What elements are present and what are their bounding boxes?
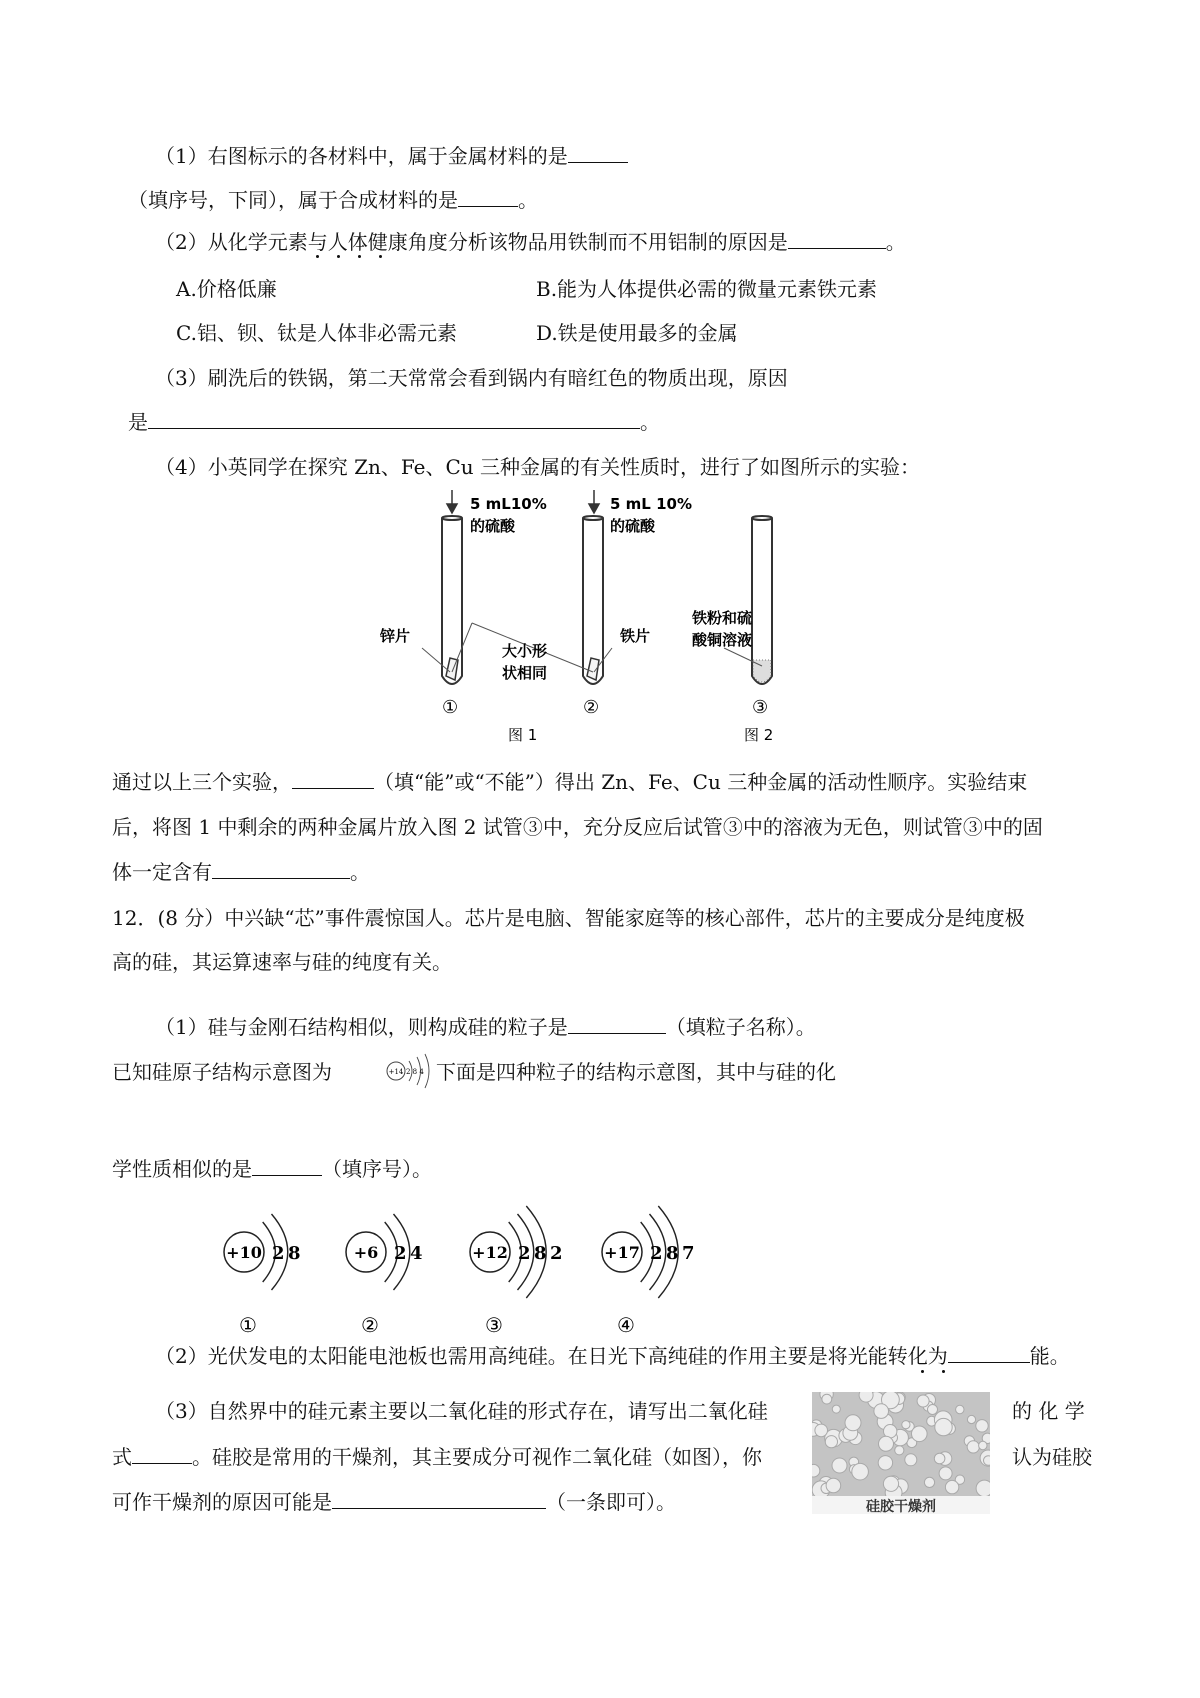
- q12-chem-line: [112, 1155, 432, 1183]
- silica-bead: [905, 1454, 917, 1466]
- nucleus-charge: +10: [226, 1243, 262, 1262]
- silica-bead: [967, 1441, 979, 1453]
- emphasis-dot: [358, 255, 361, 258]
- same-size-label-b: 状相同: [502, 664, 548, 682]
- answer-blank-formula[interactable]: [132, 1443, 192, 1464]
- conclusion-line3: [112, 858, 370, 886]
- silica-bead: [924, 1477, 934, 1487]
- test-tube-3: [752, 518, 772, 684]
- q12-sub3-end: （一条即可）。: [546, 1490, 676, 1514]
- nucleus-charge: +12: [472, 1243, 508, 1262]
- silica-bead: [883, 1476, 898, 1491]
- q3-line2: [128, 408, 660, 436]
- q12-sub3-text-4: 可作干燥剂的原因可能是: [112, 1490, 332, 1514]
- acid-label-2b: 的硫酸: [610, 517, 656, 535]
- q12-sub3-text-2: 式: [112, 1445, 132, 1469]
- silica-bead: [956, 1405, 964, 1413]
- option-a: A.价格低廉: [176, 277, 277, 301]
- electron-count: 4: [410, 1243, 423, 1264]
- silica-bead: [895, 1446, 904, 1455]
- q1-text: （1）右图标示的各材料中，属于金属材料的是: [155, 144, 568, 168]
- q12-sub2-text: （2）光伏发电的太阳能电池板也需用高纯硅。在日光下高纯硅的作用主要是将光能转化为: [155, 1344, 948, 1368]
- silica-bead: [815, 1424, 828, 1437]
- option-b: B.能为人体提供必需的微量元素铁元素: [536, 277, 878, 301]
- electron-count: 2: [550, 1243, 563, 1264]
- q12-sub3-line2: [112, 1443, 762, 1471]
- emphasis-dot: [379, 255, 382, 258]
- figure-2-label: 图 2: [744, 726, 774, 744]
- electron-count: 7: [682, 1243, 695, 1264]
- conclusion-line2: 后，将图 1 中剩余的两种金属片放入图 2 试管③中，充分反应后试管③中的溶液为无色，则试管③中的固: [112, 815, 1043, 839]
- powder-label-b: 酸铜溶液: [692, 631, 753, 649]
- silica-bead: [935, 1418, 952, 1435]
- silica-bead: [967, 1415, 975, 1423]
- q1-text-2: （填序号，下同），属于合成材料的是: [128, 188, 458, 212]
- q3-end: 。: [640, 410, 660, 434]
- silica-bead: [822, 1394, 832, 1404]
- conclusion-text-3: 体一定含有: [112, 860, 212, 884]
- q4-line: （4）小英同学在探究 Zn、Fe、Cu 三种金属的有关性质时，进行了如图所示的实验：: [155, 455, 921, 479]
- silica-bead: [852, 1463, 869, 1480]
- q12-sub3-line3: [112, 1488, 676, 1516]
- answer-blank-particle[interactable]: [568, 1013, 666, 1034]
- electron-count: 8: [534, 1243, 547, 1264]
- silica-bead: [976, 1480, 990, 1497]
- q12-sub2-end: 能。: [1029, 1344, 1070, 1368]
- silica-bead: [825, 1436, 837, 1448]
- q2-text: （2）从化学元素与人体健康角度分析该物品用铁制而不用铝制的原因是: [155, 230, 788, 254]
- figure-1-label: 图 1: [508, 726, 538, 744]
- answer-blank-reason-iron[interactable]: [788, 228, 886, 249]
- q12-sub3-text-1: （3）自然界中的硅元素主要以二氧化硅的形式存在，请写出二氧化硅: [155, 1399, 768, 1423]
- iron-strip: [587, 658, 599, 680]
- q12-sub1-end: （填粒子名称）。: [665, 1015, 816, 1039]
- q12-sub2: [155, 1342, 1070, 1370]
- q1-end: 。: [518, 188, 538, 212]
- q12-sub3-text-3: 。硅胶是常用的干燥剂，其主要成分可视作二氧化硅（如图），你: [192, 1445, 762, 1469]
- silica-bead: [874, 1404, 889, 1419]
- silica-bead: [832, 1458, 847, 1473]
- silica-bead: [832, 1405, 840, 1413]
- silica-bead: [859, 1392, 873, 1402]
- q1-line1: [155, 142, 628, 170]
- q3-text-2: 是: [128, 410, 148, 434]
- tube-2-number: ②: [583, 697, 600, 718]
- acid-label-2a: 5 mL 10%: [610, 495, 692, 513]
- iron-label: 铁片: [620, 627, 651, 645]
- silica-bead: [826, 1478, 841, 1493]
- silicon-nucleus: +14: [388, 1068, 404, 1076]
- silica-bead: [945, 1480, 958, 1493]
- emphasis-dot: [337, 255, 340, 258]
- known-text-1: 已知硅原子结构示意图为: [112, 1060, 332, 1084]
- q12-sub3-line2-right: 认为硅胶: [1012, 1445, 1092, 1469]
- q12-known-line: [112, 1058, 836, 1086]
- silica-bead: [879, 1436, 894, 1451]
- silica-bead: [845, 1415, 861, 1431]
- chem-text-2: （填序号）。: [322, 1157, 432, 1181]
- silica-bead: [912, 1426, 928, 1442]
- q12-sub1: [155, 1013, 816, 1041]
- same-size-label-a: 大小形: [502, 642, 548, 660]
- electron-count: 8: [666, 1243, 679, 1264]
- silica-bead: [902, 1421, 910, 1429]
- answer-blank-metal[interactable]: [568, 142, 628, 163]
- q3-line1: （3）刷洗后的铁锅，第二天常常会看到锅内有暗红色的物质出现，原因: [155, 366, 788, 390]
- conclusion-end: 。: [350, 860, 370, 884]
- q12-sub3-line1-right: 的 化 学: [1012, 1399, 1085, 1423]
- known-text-2: 下面是四种粒子的结构示意图，其中与硅的化: [436, 1060, 836, 1084]
- electron-count: 2: [518, 1243, 531, 1264]
- atom-diagram-1: [224, 1214, 301, 1337]
- powder-label-a: 铁粉和硫: [692, 609, 753, 627]
- option-c: C.铝、钡、钛是人体非必需元素: [176, 321, 457, 345]
- atom-diagram-4: [602, 1206, 695, 1337]
- acid-label-1b: 的硫酸: [470, 517, 516, 535]
- acid-label-1a: 5 mL10%: [470, 495, 547, 513]
- conclusion-text-2: （填“能”或“不能”）得出 Zn、Fe、Cu 三种金属的活动性顺序。实验结束: [374, 770, 1028, 794]
- answer-blank-desiccant-reason[interactable]: [332, 1488, 546, 1509]
- electron-count: 2: [650, 1243, 663, 1264]
- answer-blank-solid[interactable]: [212, 858, 350, 879]
- silica-bead: [928, 1405, 938, 1415]
- conclusion-line1: [112, 768, 1027, 796]
- diagram-number: ④: [617, 1313, 635, 1337]
- answer-blank-can-or-cannot[interactable]: [292, 768, 374, 789]
- q2-line: [155, 228, 906, 256]
- silicon-atom-diagram: [382, 1052, 446, 1090]
- q12-intro-line1: 12．(8 分）中兴缺“芯”事件震惊国人。芯片是电脑、智能家庭等的核心部件，芯片的主要成分是纯度极: [112, 906, 1025, 930]
- nucleus-charge: +6: [353, 1243, 379, 1262]
- zinc-label: 锌片: [380, 627, 411, 645]
- answer-blank-synthetic[interactable]: [458, 186, 518, 207]
- diagram-number: ①: [239, 1313, 257, 1337]
- emphasis-dot: [942, 1370, 945, 1373]
- silica-bead: [812, 1464, 820, 1477]
- q1-line2: [128, 186, 538, 214]
- silica-gel-photo: [812, 1392, 990, 1514]
- electron-count: 8: [288, 1243, 301, 1264]
- silicon-shells: 2 8 4: [406, 1068, 424, 1076]
- q12-intro-line2: 高的硅，其运算速率与硅的纯度有关。: [112, 950, 452, 974]
- chem-text-1: 学性质相似的是: [112, 1157, 252, 1181]
- diagram-number: ②: [361, 1313, 379, 1337]
- answer-blank-energy[interactable]: [948, 1342, 1030, 1363]
- silica-bead: [984, 1456, 991, 1466]
- answer-blank-similar-particle[interactable]: [252, 1155, 322, 1176]
- conclusion-text-1: 通过以上三个实验，: [112, 770, 292, 794]
- silica-bead: [917, 1395, 929, 1407]
- tube-1-number: ①: [442, 697, 459, 718]
- silica-gel-caption: 硅胶干燥剂: [866, 1499, 936, 1515]
- atom-diagram-2: [346, 1214, 423, 1337]
- atom-diagram-3: [470, 1206, 563, 1337]
- silica-bead: [878, 1456, 892, 1470]
- q2-end: 。: [885, 230, 906, 254]
- diagram-number: ③: [485, 1313, 503, 1337]
- silica-bead: [976, 1420, 988, 1432]
- option-d: D.铁是使用最多的金属: [536, 321, 738, 345]
- emphasis-dot: [921, 1370, 924, 1373]
- emphasis-dot: [316, 255, 319, 258]
- electron-count: 2: [394, 1243, 407, 1264]
- electron-count: 2: [272, 1243, 285, 1264]
- silica-bead: [979, 1441, 987, 1449]
- answer-blank-rust-reason[interactable]: [148, 408, 640, 429]
- test-tube-figure: [380, 488, 820, 750]
- silica-bead: [934, 1453, 945, 1464]
- atom-structure-diagrams: [210, 1190, 730, 1340]
- q12-sub1-text: （1）硅与金刚石结构相似，则构成硅的粒子是: [155, 1015, 568, 1039]
- silica-bead: [939, 1467, 952, 1480]
- q12-sub3-line1: [155, 1397, 768, 1425]
- nucleus-charge: +17: [604, 1243, 640, 1262]
- tube-3-number: ③: [752, 697, 769, 718]
